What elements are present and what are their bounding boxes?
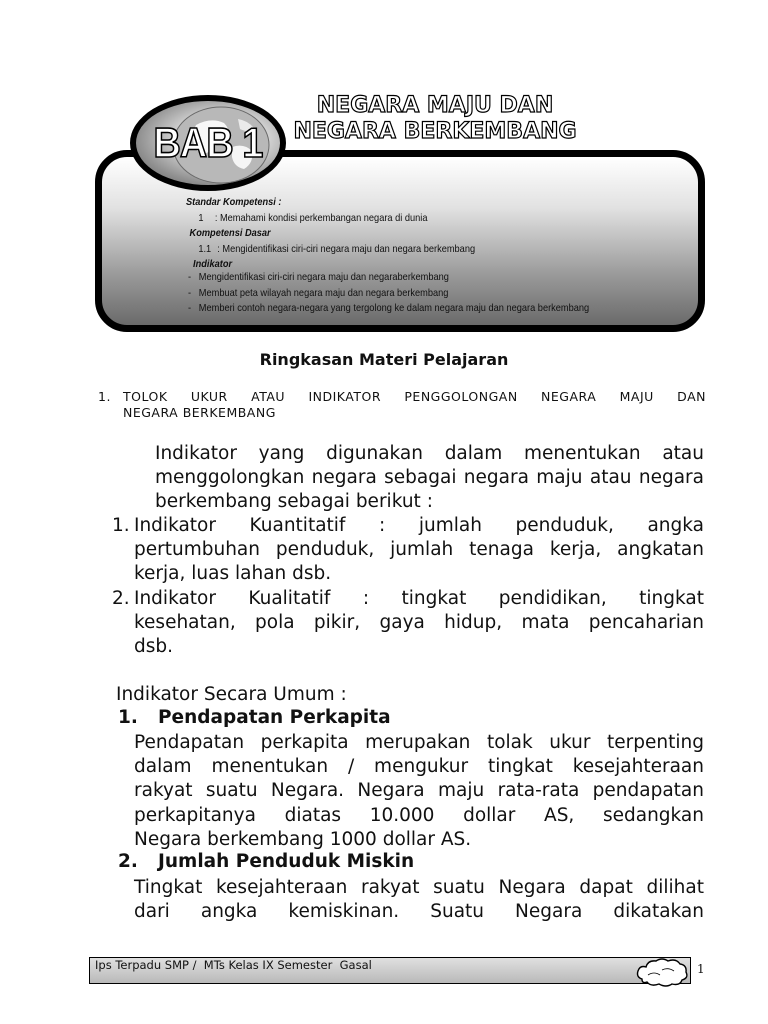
intro-paragraph: Indikator yang digunakan dalam menentukan atau menggolongkan negara sebagai negara maju atau negara berkembang sebagai berikut : bbox=[155, 443, 704, 513]
section-number: 1. bbox=[98, 389, 111, 404]
income-paragraph: Pendapatan perkapita merupakan tolak ukur terpenting dalam menentukan / mengukur tingkat kesejahteraan rakyat suatu Negara. Negara maju rata-rata pendapatan perkapitanya diatas 10.000 dollar AS, sedangkan Negara berkembang 1000 dollar AS. bbox=[134, 732, 704, 850]
kd-item-number: 1.1 bbox=[198, 242, 212, 255]
indicator-label: Indikator bbox=[193, 258, 233, 271]
section-heading bbox=[98, 389, 706, 421]
poverty-paragraph: Tingkat kesejahteraan rakyat suatu Negara dapat dilihat dari angka kemiskinan. Suatu Negara dikatakan bbox=[134, 877, 704, 923]
footer-text: Ips Terpadu SMP / MTs Kelas IX Semester Gasal bbox=[95, 958, 372, 972]
list-item: - Mengidentifikasi ciri-ciri negara maju dan negaraberkembang bbox=[188, 271, 449, 283]
list-item: 2. Indikator Kualitatif : tingkat pendidikan, tingkat kesehatan, pola pikir, gaya hidup, mata pencaharian dsb. bbox=[112, 588, 704, 658]
list-item: - Membuat peta wilayah negara maju dan negara berkembang bbox=[188, 286, 449, 299]
list-item: - Memberi contoh negara-negara yang tergolong ke dalam negara maju dan negara berkembang bbox=[188, 302, 590, 315]
competency-block bbox=[186, 195, 600, 273]
chapter-badge bbox=[130, 95, 286, 191]
chapter-title-line2: NEGARA BERKEMBANG bbox=[293, 119, 577, 144]
page-number: 1 bbox=[697, 962, 705, 976]
summary-heading: Ringkasan Materi Pelajaran bbox=[259, 350, 509, 369]
section-heading-line2: NEGARA BERKEMBANG bbox=[123, 405, 276, 420]
standard-competency-item bbox=[186, 211, 600, 227]
standard-competency-label: Standar Kompetensi : bbox=[186, 196, 282, 208]
list-item: 1. Indikator Kuantitatif : jumlah penduduk, angka pertumbuhan penduduk, jumlah tenaga kerja, angkatan kerja, luas lahan dsb. bbox=[112, 515, 704, 585]
section-heading-line1: TOLOK UKUR ATAU INDIKATOR PENGGOLONGAN NEGARA MAJU DAN bbox=[123, 389, 706, 404]
sk-item-number: 1 bbox=[198, 211, 204, 224]
chapter-title-line1: NEGARA MAJU DAN bbox=[316, 93, 554, 118]
general-indicator-label: Indikator Secara Umum : bbox=[116, 684, 347, 705]
indicator-list bbox=[188, 270, 663, 317]
kd-item-text: : Mengidentifikasi ciri-ciri negara maju dan negara berkembang bbox=[217, 242, 476, 255]
chapter-title bbox=[285, 93, 585, 145]
sub-heading-income: 1. Pendapatan Perkapita bbox=[118, 707, 391, 728]
sub-heading-poverty: 2. Jumlah Penduduk Miskin bbox=[118, 851, 415, 872]
basic-competency-item bbox=[186, 242, 600, 258]
cloud-icon bbox=[634, 955, 690, 989]
sk-item-text: : Memahami kondisi perkembangan negara di dunia bbox=[214, 211, 428, 224]
chapter-label: BAB 1 bbox=[153, 119, 263, 166]
basic-competency-label: Kompetensi Dasar bbox=[189, 227, 271, 240]
